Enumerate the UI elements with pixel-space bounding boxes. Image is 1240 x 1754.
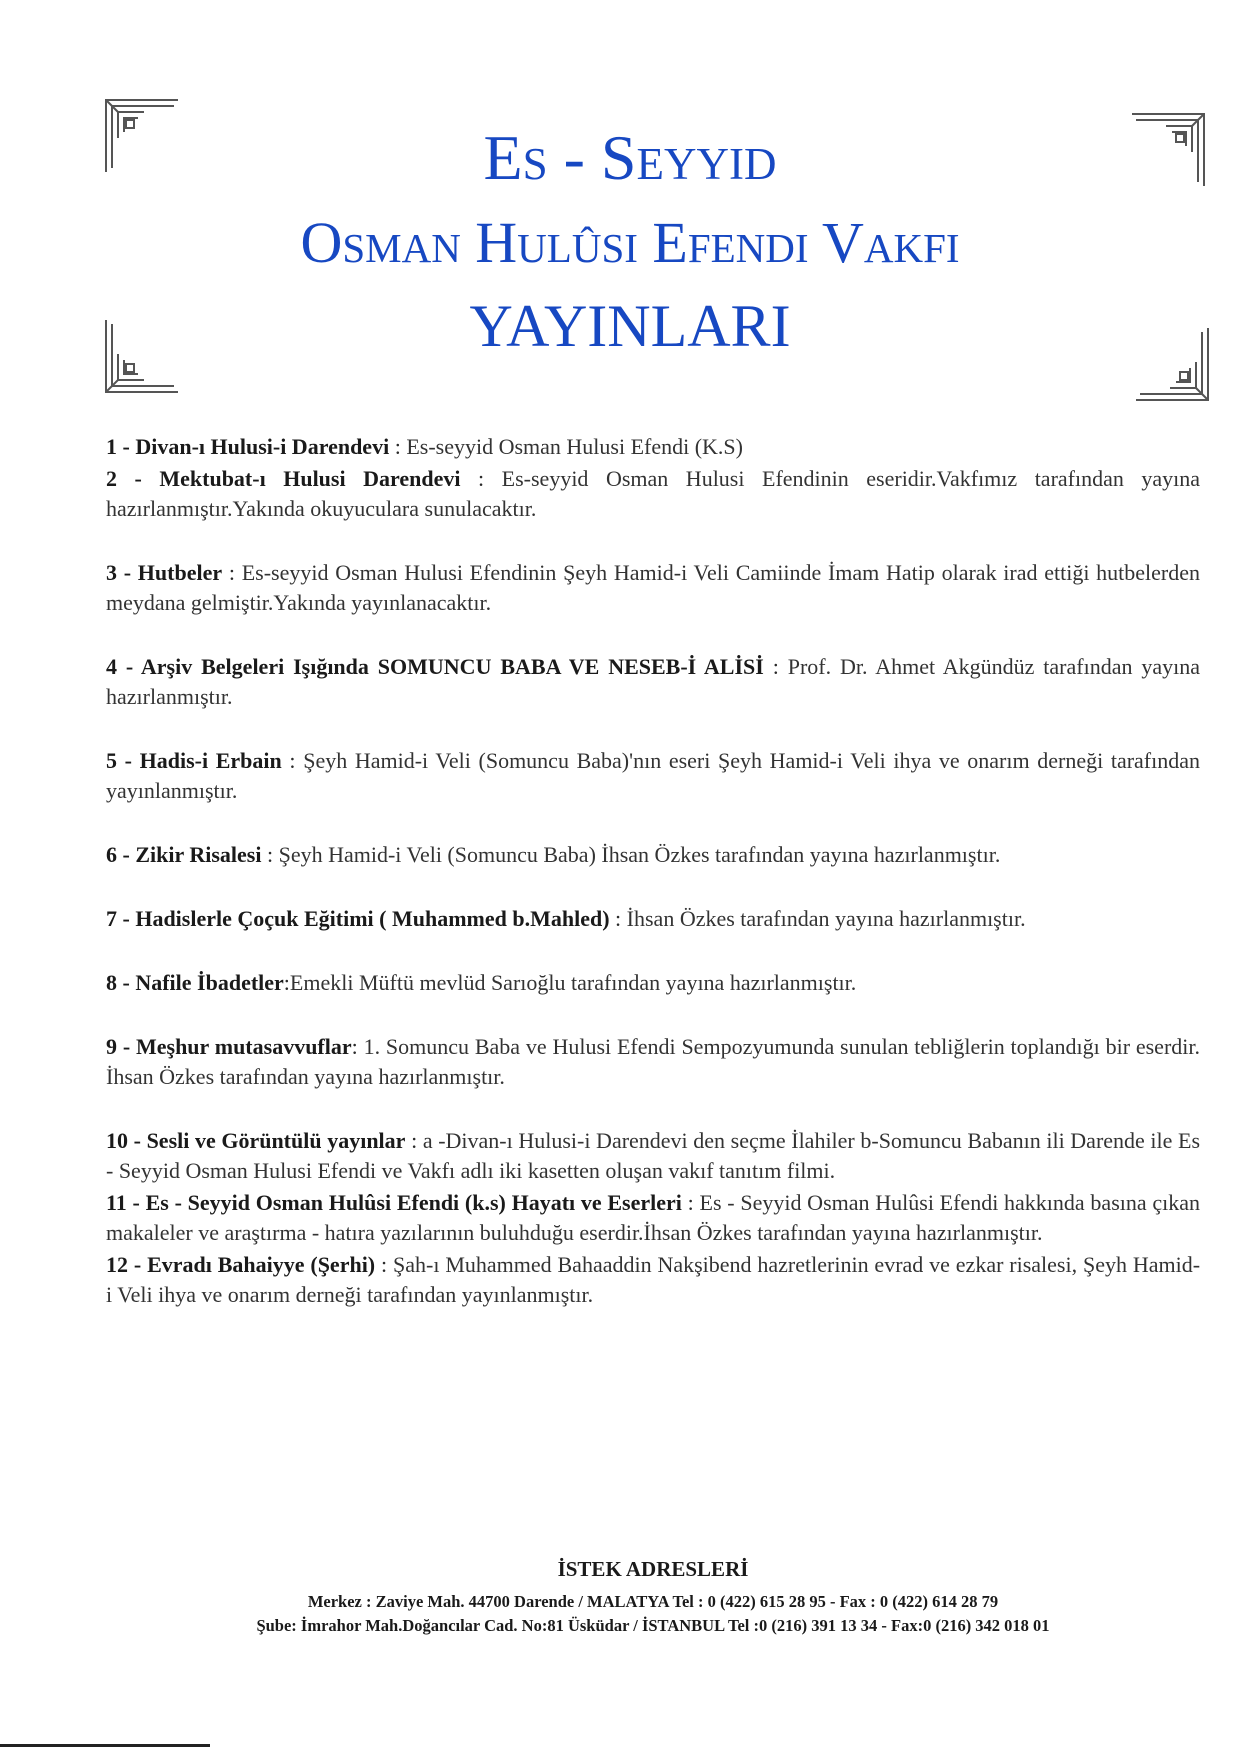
item-separator: : [411, 1128, 418, 1153]
publication-item-2: 2 - Mektubat-ı Hulusi Darendevi : Es-seyyid Osman Hulusi Efendinin eseridir.Vakfımız tarafından yayına hazırlanmıştır.Yakında okuyuculara sunulacaktır. [106, 466, 1201, 521]
item-description: 1. Somuncu Baba ve Hulusi Efendi Sempozyumunda sunulan tebliğlerin toplandığı bir eserdir. İhsan Özkes tarafından yayına hazırlanmıştır. [106, 1034, 1200, 1089]
item-description: Es-seyyid Osman Hulusi Efendi (K.S) [406, 434, 743, 459]
item-number: 9 [106, 1034, 117, 1059]
item-number: 10 [106, 1128, 128, 1153]
item-separator: : [283, 970, 290, 995]
item-number: 8 [106, 970, 117, 995]
item-description: Prof. Dr. Ahmet Akgündüz tarafından yayına hazırlanmıştır. [106, 654, 1200, 709]
item-title: Hadis-i Erbain [139, 748, 282, 773]
item-title: Evradı Bahaiyye (Şerhi) [147, 1252, 376, 1277]
address-title: İSTEK ADRESLERİ [557, 1557, 749, 1581]
item-number: 4 [106, 654, 117, 679]
item-description: Şeyh Hamid-i Veli (Somuncu Baba) İhsan Özkes tarafından yayına hazırlanmıştır. [278, 842, 1001, 867]
item-number: 7 [106, 906, 117, 931]
item-description: Şah-ı Muhammed Bahaaddin Nakşibend hazretlerinin evrad ve ezkar risalesi, Şeyh Hamid-i Veli ihya ve onarım derneği tarafından yayınlanmıştır. [106, 1252, 1201, 1307]
item-separator: : [266, 842, 274, 867]
item-title: Hutbeler [137, 560, 223, 585]
address-merkez: Merkez : Zaviye Mah. 44700 Darende / MALATYA Tel : 0 (422) 615 28 95 - Fax : 0 (422) 614 28 79 [307, 1592, 999, 1611]
item-separator: : [687, 1190, 694, 1215]
item-number: 11 [106, 1190, 127, 1215]
publication-item-12: 12 - Evradı Bahaiyye (Şerhi) : Şah-ı Muhammed Bahaaddin Nakşibend hazretlerinin evrad ve ezkar risalesi, Şeyh Hamid-i Veli ihya ve onarım derneği tarafından yayınlanmıştır. [106, 1252, 1201, 1307]
item-description: Emekli Müftü mevlüd Sarıoğlu tarafından yayına hazırlanmıştır. [289, 970, 857, 995]
publication-item-10: 10 - Sesli ve Görüntülü yayınlar : a -Divan-ı Hulusi-i Darendevi den seçme İlahiler b-Somuncu Babanın ili Darende ile Es - Seyyid Osman Hulusi Efendi ve Vakfı adlı iki kasetten oluşan vakıf tanıtım filmi. [106, 1128, 1201, 1183]
item-title: Arşiv Belgeleri Işığında SOMUNCU BABA VE NESEB-İ ALİSİ [140, 654, 764, 679]
item-separator: : [394, 434, 401, 459]
header-line-2: Osman Hulûsi Efendi Vakfı [300, 210, 960, 275]
item-separator: : [772, 654, 779, 679]
item-description: Es - Seyyid Osman Hulûsi Efendi hakkında basına çıkan makaleler ve araştırma - hatıra yazılarının buluhduğu eserdir.İhsan Özkes tarafından yayına hazırlanmıştır. [106, 1190, 1201, 1245]
corner-ornament-bottom-right [1134, 326, 1210, 402]
publication-item-9: 9 - Meşhur mutasavvuflar: 1. Somuncu Baba ve Hulusi Efendi Sempozyumunda sunulan tebliğlerin toplandığı bir eserdir. İhsan Özkes tarafından yayına hazırlanmıştır. [106, 1034, 1200, 1089]
item-title: Nafile İbadetler [135, 970, 284, 995]
item-number: 1 [106, 434, 117, 459]
item-separator: : [478, 466, 485, 491]
publication-item-5: 5 - Hadis-i Erbain : Şeyh Hamid-i Veli (Somuncu Baba)'nın eseri Şeyh Hamid-i Veli ihya ve onarım derneği tarafından yayınlanmıştır. [106, 748, 1201, 803]
item-description: a -Divan-ı Hulusi-i Darendevi den seçme İlahiler b-Somuncu Babanın ili Darende ile Es - Seyyid Osman Hulusi Efendi ve Vakfı adlı iki kasetten oluşan vakıf tanıtım filmi. [106, 1128, 1201, 1183]
item-number: 5 [106, 748, 117, 773]
item-title: Mektubat-ı Hulusi Darendevi [159, 466, 461, 491]
item-separator: : [381, 1252, 388, 1277]
publication-item-11: 11 - Es - Seyyid Osman Hulûsi Efendi (k.s) Hayatı ve Eserleri : Es - Seyyid Osman Hulûsi Efendi hakkında basına çıkan makaleler ve araştırma - hatıra yazılarının buluhduğu eserdir.İhsan Özkes tarafından yayına hazırlanmıştır. [106, 1190, 1201, 1245]
publication-item-7: 7 - Hadislerle Çoçuk Eğitimi ( Muhammed b.Mahled) : İhsan Özkes tarafından yayına hazırlanmıştır. [106, 906, 1026, 931]
bottom-rule [0, 1744, 210, 1747]
publication-item-4: 4 - Arşiv Belgeleri Işığında SOMUNCU BABA VE NESEB-İ ALİSİ : Prof. Dr. Ahmet Akgündüz tarafından yayına hazırlanmıştır. [106, 654, 1200, 709]
publication-item-3: 3 - Hutbeler : Es-seyyid Osman Hulusi Efendinin Şeyh Hamid-i Veli Camiinde İmam Hatip olarak irad ettiği hutbelerden meydana gelmiştir.Yakında yayınlanacaktır. [106, 560, 1201, 615]
item-number: 6 [106, 842, 117, 867]
publication-item-6: 6 - Zikir Risalesi : Şeyh Hamid-i Veli (Somuncu Baba) İhsan Özkes tarafından yayına hazırlanmıştır. [106, 842, 1001, 867]
item-title: Hadislerle Çoçuk Eğitimi ( Muhammed b.Mahled) [135, 906, 610, 931]
item-separator: : [351, 1034, 358, 1059]
item-description: Şeyh Hamid-i Veli (Somuncu Baba)'nın eseri Şeyh Hamid-i Veli ihya ve onarım derneği tarafından yayınlanmıştır. [106, 748, 1201, 803]
item-number: 12 [106, 1252, 128, 1277]
item-title: Es - Seyyid Osman Hulûsi Efendi (k.s) Hayatı ve Eserleri [145, 1190, 682, 1215]
item-number: 3 [106, 560, 117, 585]
item-title: Zikir Risalesi [135, 842, 262, 867]
item-number: 2 [106, 466, 117, 491]
item-description: Es-seyyid Osman Hulusi Efendinin eseridir.Vakfımız tarafından yayına hazırlanmıştır.Yakında okuyuculara sunulacaktır. [106, 466, 1201, 521]
item-separator: : [228, 560, 235, 585]
item-description: İhsan Özkes tarafından yayına hazırlanmıştır. [626, 906, 1026, 931]
item-title: Meşhur mutasavvuflar [135, 1034, 352, 1059]
item-description: Es-seyyid Osman Hulusi Efendinin Şeyh Hamid-i Veli Camiinde İmam Hatip olarak irad ettiği hutbelerden meydana gelmiştir.Yakında yayınlanacaktır. [106, 560, 1201, 615]
address-block [106, 1557, 1200, 1638]
item-title: Divan-ı Hulusi-i Darendevi [135, 434, 390, 459]
publication-item-1: 1 - Divan-ı Hulusi-i Darendevi : Es-seyyid Osman Hulusi Efendi (K.S) [106, 434, 743, 459]
corner-ornament-top-right [1130, 112, 1206, 188]
item-title: Sesli ve Görüntülü yayınlar [146, 1128, 406, 1153]
item-separator: : [289, 748, 296, 773]
page-header [130, 118, 1130, 359]
address-sube: Şube: İmrahor Mah.Doğancılar Cad. No:81 Üsküdar / İSTANBUL Tel :0 (216) 391 13 34 - Fax:0 (216) 342 018 01 [256, 1616, 1050, 1635]
publication-item-8: 8 - Nafile İbadetler:Emekli Müftü mevlüd Sarıoğlu tarafından yayına hazırlanmıştır. [106, 970, 857, 995]
item-separator: : [615, 906, 622, 931]
publication-list [106, 432, 1200, 1310]
header-line-3: YAYINLARI [469, 293, 791, 359]
header-line-1: Es - Seyyid [483, 122, 777, 193]
